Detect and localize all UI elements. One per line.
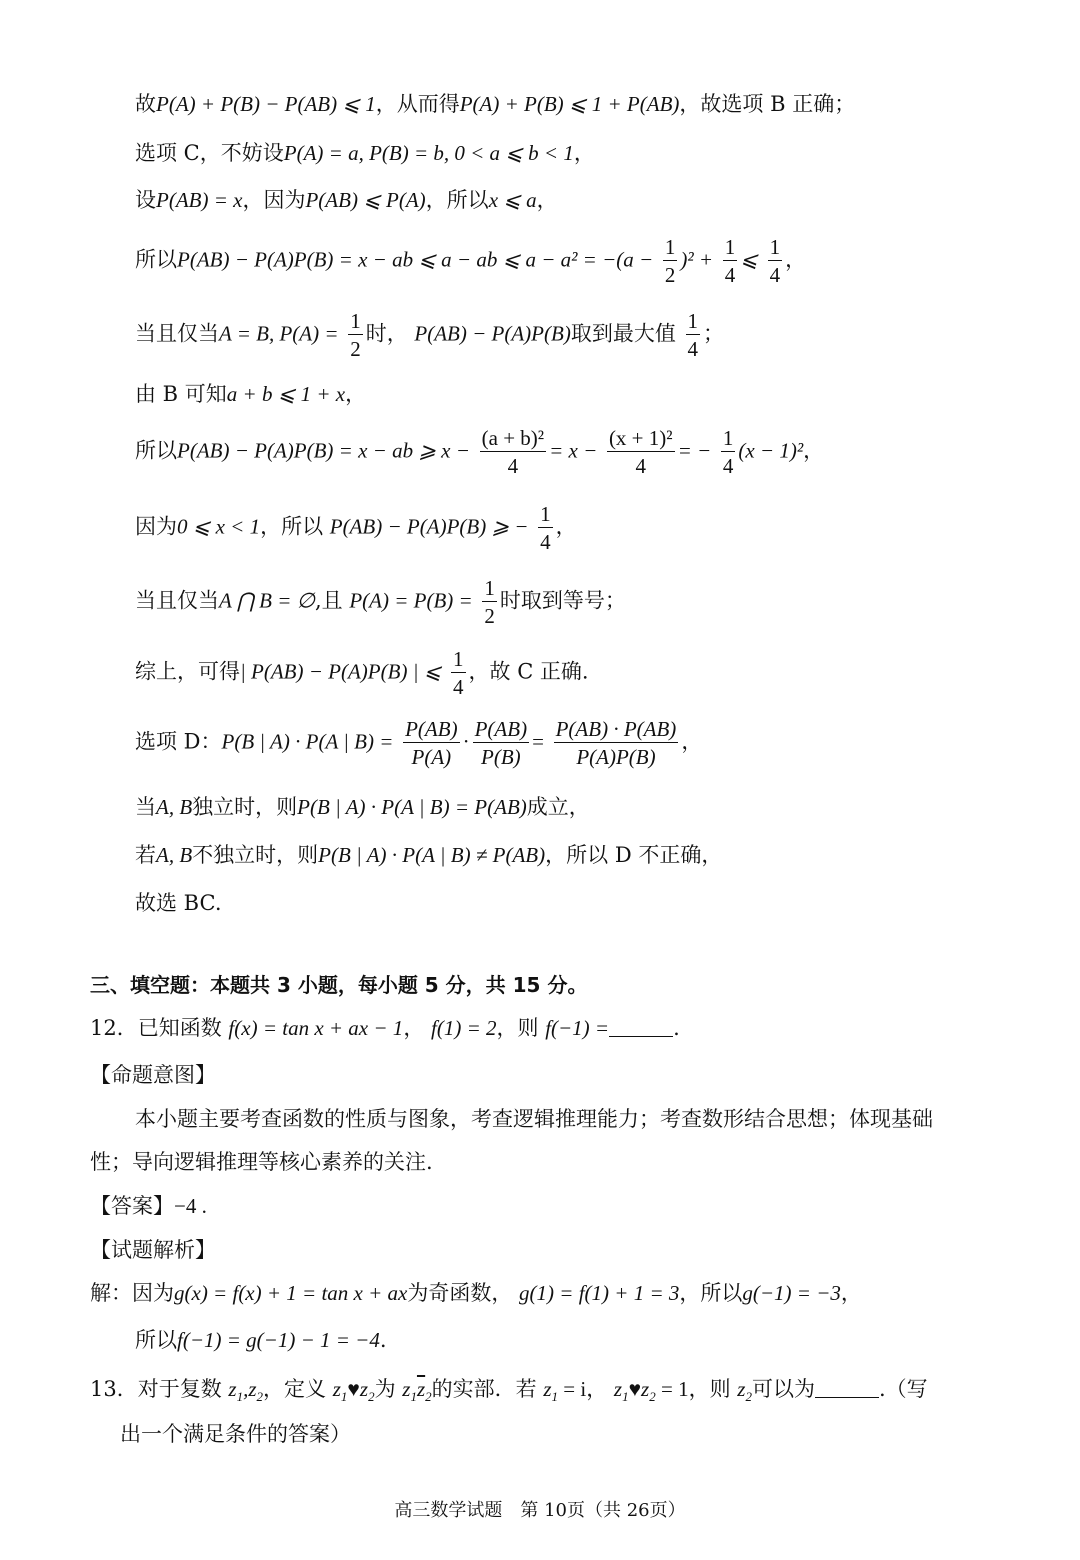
proof-line-10: 综上，可得| P(AB) − P(A)P(B) | ⩽ $\frac{1}{4}$ ，故 C 正确.	[135, 647, 589, 700]
fraction-one-quarter: $\frac{1}{4}$	[687, 309, 699, 362]
answer-blank	[815, 1396, 879, 1398]
fraction-one-quarter: $\frac{1}{4}$	[769, 235, 781, 288]
section-heading: 三、填空题：本题共 3 小题，每小题 5 分，共 15 分。	[90, 973, 588, 997]
intent-title: 【命题意图】	[90, 1063, 216, 1087]
fraction-x-plus-1-squared-over-4: $\frac{\text{(x + 1)²}}{4}$	[608, 426, 673, 479]
answer-line: 【答案】−4 .	[90, 1194, 207, 1218]
fraction-pab-over-pa: $\frac{P(AB)}{P(A)}$	[405, 717, 458, 770]
question-13-line-2: 出一个满足条件的答案）	[120, 1422, 351, 1446]
fraction-pab-over-pb: $\frac{P(AB)}{P(B)}$	[474, 717, 528, 770]
question-13: 13．对于复数 $z_1,z_2$，定义 $z_1♥z_2$为 $z_1\overline{z}_2$的实部．若 $z_1 = i$， $z_1♥z_2 = 1$，则 $z_2$可以为 .（写	[90, 1377, 928, 1405]
fraction-one-quarter: $\frac{1}{4}$	[540, 502, 551, 555]
proof-line-7: 所以P(AB) − P(A)P(B) = x − ab ⩾ x − $\frac{\text{(a + b)²}}{4}$ = x − $\frac{\text{(x + 1)²}}{4}$ = − $\frac{1}{4}$ (x − 1)²，	[135, 426, 825, 479]
proof-line-6: 由 B 可知a + b ⩽ 1 + x，	[135, 382, 367, 406]
proof-line-3: 设P(AB) = x，因为P(AB) ⩽ P(A)，所以x ⩽ a，	[135, 188, 558, 212]
proof-line-4: 所以P(AB) − P(A)P(B) = x − ab ⩽ a − ab ⩽ a − a² = −(a − $\frac{1}{2}$ )² + $\frac{1}{4}$ ⩽ $\frac{1}{4}$ ，	[135, 235, 807, 288]
proof-line-8: 因为0 ⩽ x < 1，所以 P(AB) − P(A)P(B) ⩾ − $\frac{1}{4}$ ，	[135, 502, 577, 555]
fraction-a-plus-b-squared-over-4: $\frac{\text{(a + b)²}}{4}$	[481, 426, 545, 479]
proof-line-5: 当且仅当A = B, P(A) = $\frac{1}{2}$ 时， P(AB) − P(A)P(B)取到最大值 $\frac{1}{4}$ ；	[135, 309, 725, 362]
page-footer: 高三数学试题 第 10页（共 26页）	[394, 1500, 686, 1521]
fraction-one-quarter: $\frac{1}{4}$	[722, 426, 734, 479]
intent-text-1: 本小题主要考查函数的性质与图象，考查逻辑推理能力；考查数形结合思想；体现基础	[135, 1107, 933, 1131]
fraction-one-half: $\frac{1}{2}$	[484, 576, 495, 629]
fraction-one-quarter: $\frac{1}{4}$	[724, 235, 736, 288]
fraction-pab-pab-over-pa-pb: $\frac{P(AB) \cdot P(AB)}{P(A)P(B)}$	[555, 717, 677, 770]
solution-line-1: 解：因为g(x) = f(x) + 1 = tan x + ax为奇函数， g(1) = f(1) + 1 = 3，所以g(−1) = −3，	[90, 1281, 862, 1305]
proof-line-12: 当A, B独立时，则P(B | A) · P(A | B) = P(AB)成立，	[135, 795, 590, 819]
proof-line-11: 选项 D：P(B | A) · P(A | B) = $\frac{P(AB)}{P(A)}$ · $\frac{P(AB)}{P(B)}$ = $\frac{P(AB) \cdot P(AB)}{P(A)P(B)}$ ，	[135, 717, 703, 770]
analysis-title: 【试题解析】	[90, 1238, 216, 1262]
proof-line-9: 当且仅当A ⋂ B = ∅,且 P(A) = P(B) = $\frac{1}{2}$ 时取到等号；	[135, 576, 626, 629]
proof-line-13: 若A, B不独立时，则P(B | A) · P(A | B) ≠ P(AB)，所以 D 不正确，	[135, 843, 723, 867]
solution-line-2: 所以f(−1) = g(−1) − 1 = −4.	[135, 1328, 387, 1352]
proof-line-2: 选项 C，不妨设P(A) = a, P(B) = b, 0 < a ⩽ b < 1，	[135, 141, 595, 165]
question-12: 12．已知函数 f(x) = tan x + ax − 1， f(1) = 2，则 f(−1) = .	[90, 1016, 680, 1040]
proof-line-1: 故P(A) + P(B) − P(AB) ⩽ 1，从而得P(A) + P(B) ⩽ 1 + P(AB)，故选项 B 正确；	[135, 92, 856, 116]
intent-text-2: 性；导向逻辑推理等核心素养的关注.	[90, 1150, 433, 1174]
fraction-one-quarter: $\frac{1}{4}$	[453, 647, 464, 700]
fraction-one-half: $\frac{1}{2}$	[664, 235, 676, 288]
fraction-one-half: $\frac{1}{2}$	[350, 309, 361, 362]
answer-blank	[609, 1035, 673, 1037]
proof-line-14: 故选 BC.	[135, 891, 222, 915]
